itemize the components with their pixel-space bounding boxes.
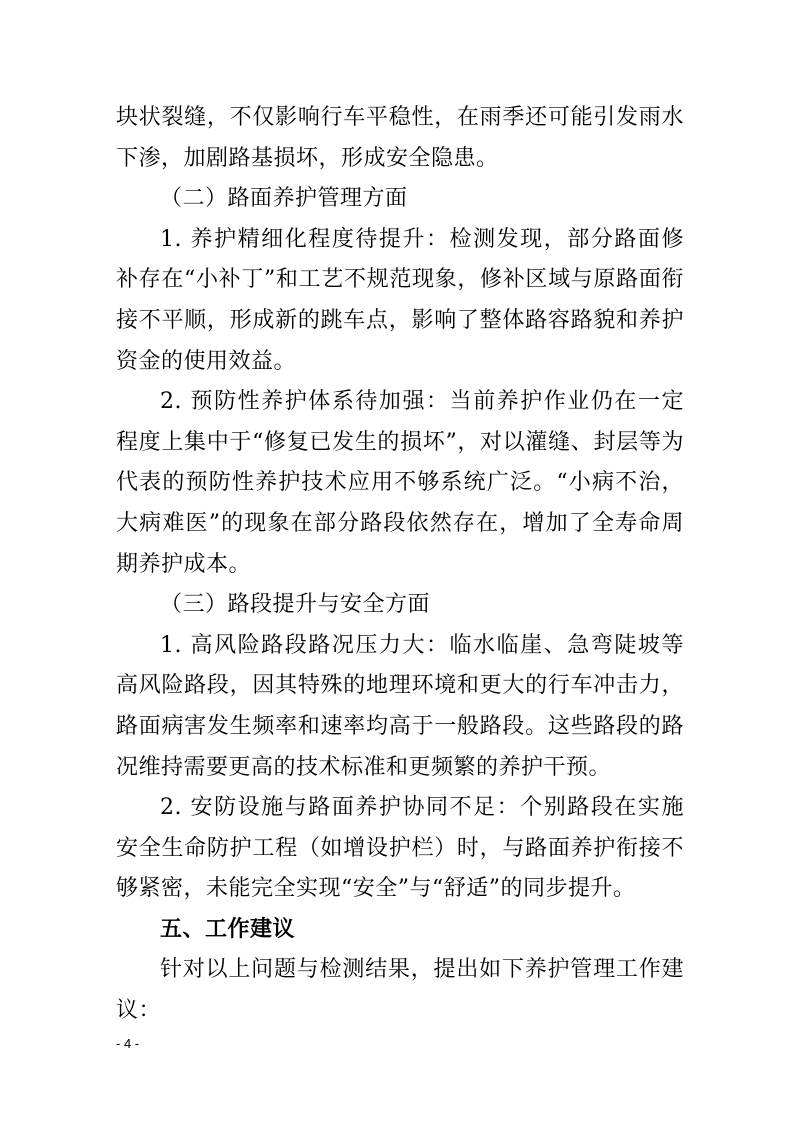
subheading-pavement-maintenance: （二）路面养护管理方面 [160,186,408,212]
paragraph-item-1-high-risk: 1. 高风险路段路况压力大：临水临崖、急弯陡坡等高风险路段，因其特殊的地理环境和更大的行车冲击力，路面病害发生频率和速率均高于一般路段。这些路段的路况维持需要更高的技术标准和更频繁的养护干预。 [116,632,684,780]
paragraph-item-1-refinement: 1. 养护精细化程度待提升：检测发现，部分路面修补存在“小补丁”和工艺不规范现象，修补区域与原路面衔接不平顺，形成新的跳车点，影响了整体路容路貌和养护资金的使用效益。 [116,226,684,374]
section-heading-work-suggestions: 五、工作建议 [160,916,296,942]
subheading-road-safety: （三）路段提升与安全方面 [160,592,431,618]
paragraph-continuation: 块状裂缝，不仅影响行车平稳性，在雨季还可能引发雨水下渗，加剧路基损坏，形成安全隐患。 [116,105,684,171]
page-number: - 4 - [116,1036,140,1051]
page-content [116,98,684,1032]
paragraph-suggestions-intro: 针对以上问题与检测结果，提出如下养护管理工作建议： [116,957,684,1024]
paragraph-item-2-safety-facilities: 2. 安防设施与路面养护协同不足：个别路段在实施安全生命防护工程（如增设护栏）时，与路面养护衔接不够紧密，未能完全实现“安全”与“舒适”的同步提升。 [116,795,684,902]
paragraph-item-2-preventive: 2. 预防性养护体系待加强：当前养护作业仍在一定程度上集中于“修复已发生的损坏”，对以灌缝、封层等为代表的预防性养护技术应用不够系统广泛。“小病不治，大病难医”的现象在部分路段依然存在，增加了全寿命周期养护成本。 [116,389,684,577]
